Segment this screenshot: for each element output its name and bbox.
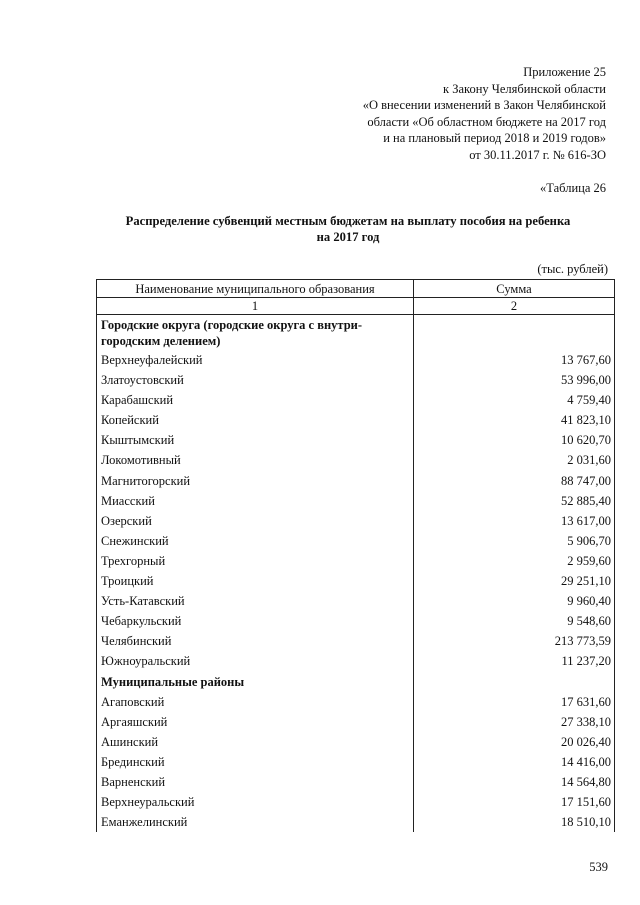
table-row bbox=[97, 430, 615, 450]
subsidy-table-wrap bbox=[96, 279, 614, 832]
municipality-name: Челябинский bbox=[97, 631, 414, 651]
municipality-name: Ашинский bbox=[97, 732, 414, 752]
municipality-sum: 10 620,70 bbox=[414, 430, 615, 450]
municipality-name: Южноуральский bbox=[97, 651, 414, 671]
appendix-header bbox=[363, 64, 606, 164]
column-number: 1 bbox=[97, 298, 414, 315]
municipality-sum: 14 564,80 bbox=[414, 772, 615, 792]
municipality-name: Аргаяшский bbox=[97, 712, 414, 732]
column-header-name: Наименование муниципального образования bbox=[97, 280, 414, 298]
municipality-sum: 13 617,00 bbox=[414, 511, 615, 531]
table-row bbox=[97, 350, 615, 370]
table-row bbox=[97, 450, 615, 470]
table-row bbox=[97, 692, 615, 712]
subsidy-table bbox=[96, 279, 615, 832]
group-title-line: Муниципальные районы bbox=[101, 674, 245, 689]
municipality-sum: 9 548,60 bbox=[414, 611, 615, 631]
document-title bbox=[88, 213, 608, 245]
municipality-sum: 4 759,40 bbox=[414, 390, 615, 410]
municipality-sum: 13 767,60 bbox=[414, 350, 615, 370]
municipality-name: Карабашский bbox=[97, 390, 414, 410]
unit-note: (тыс. рублей) bbox=[537, 262, 608, 276]
municipality-name: Верхнеуфалейский bbox=[97, 350, 414, 370]
municipality-sum: 11 237,20 bbox=[414, 651, 615, 671]
municipality-sum: 17 151,60 bbox=[414, 792, 615, 812]
municipality-name: Озерский bbox=[97, 511, 414, 531]
municipality-name: Миасский bbox=[97, 491, 414, 511]
table-row bbox=[97, 792, 615, 812]
municipality-name: Еманжелинский bbox=[97, 812, 414, 832]
group-sum-cell bbox=[414, 315, 615, 351]
municipality-sum: 17 631,60 bbox=[414, 692, 615, 712]
header-line: и на плановый период 2018 и 2019 годов» bbox=[383, 131, 606, 146]
municipality-name: Локомотивный bbox=[97, 450, 414, 470]
municipality-sum: 2 959,60 bbox=[414, 551, 615, 571]
municipality-sum: 29 251,10 bbox=[414, 571, 615, 591]
table-row bbox=[97, 631, 615, 651]
municipality-name: Верхнеуральский bbox=[97, 792, 414, 812]
column-number: 2 bbox=[414, 298, 615, 315]
municipality-sum: 2 031,60 bbox=[414, 450, 615, 470]
municipality-sum: 14 416,00 bbox=[414, 752, 615, 772]
column-number-row bbox=[97, 298, 615, 315]
municipality-name: Варненский bbox=[97, 772, 414, 792]
municipality-sum: 53 996,00 bbox=[414, 370, 615, 390]
table-row bbox=[97, 772, 615, 792]
municipality-name: Агаповский bbox=[97, 692, 414, 712]
table-row bbox=[97, 752, 615, 772]
table-row bbox=[97, 370, 615, 390]
municipality-sum: 41 823,10 bbox=[414, 410, 615, 430]
column-header-sum: Сумма bbox=[414, 280, 615, 298]
municipality-sum: 20 026,40 bbox=[414, 732, 615, 752]
header-line: Приложение 25 bbox=[523, 65, 606, 79]
municipality-name: Чебаркульский bbox=[97, 611, 414, 631]
header-line: от 30.11.2017 г. № 616-ЗО bbox=[469, 147, 606, 162]
table-group-row bbox=[97, 315, 615, 351]
group-title bbox=[97, 672, 414, 692]
table-body bbox=[97, 298, 615, 833]
municipality-name: Усть-Катавский bbox=[97, 591, 414, 611]
table-group-row bbox=[97, 672, 615, 692]
header-line: к Закону Челябинской области bbox=[443, 81, 606, 96]
title-line: Распределение субвенций местным бюджетам на выплату пособия на ребенка bbox=[125, 214, 571, 228]
municipality-name: Копейский bbox=[97, 410, 414, 430]
table-reference: «Таблица 26 bbox=[540, 181, 606, 195]
municipality-sum: 27 338,10 bbox=[414, 712, 615, 732]
table-row bbox=[97, 390, 615, 410]
table-row bbox=[97, 812, 615, 832]
table-row bbox=[97, 591, 615, 611]
header-line: области «Об областном бюджете на 2017 год bbox=[367, 114, 606, 129]
header-line: «О внесении изменений в Закон Челябинской bbox=[362, 98, 606, 113]
municipality-name: Магнитогорский bbox=[97, 471, 414, 491]
municipality-name: Златоустовский bbox=[97, 370, 414, 390]
table-row bbox=[97, 511, 615, 531]
group-title-line: Городские округа (городские округа с внутри- bbox=[101, 318, 363, 332]
municipality-sum: 213 773,59 bbox=[414, 631, 615, 651]
table-header-row bbox=[97, 280, 615, 298]
group-title bbox=[97, 315, 414, 351]
page-number: 539 bbox=[589, 860, 608, 874]
group-sum-cell bbox=[414, 672, 615, 692]
title-line: на 2017 год bbox=[316, 230, 380, 244]
municipality-name: Брединский bbox=[97, 752, 414, 772]
municipality-sum: 88 747,00 bbox=[414, 471, 615, 491]
table-row bbox=[97, 611, 615, 631]
table-row bbox=[97, 651, 615, 671]
municipality-name: Трехгорный bbox=[97, 551, 414, 571]
municipality-sum: 5 906,70 bbox=[414, 531, 615, 551]
table-row bbox=[97, 410, 615, 430]
table-row bbox=[97, 571, 615, 591]
municipality-name: Снежинский bbox=[97, 531, 414, 551]
table-row bbox=[97, 491, 615, 511]
municipality-sum: 52 885,40 bbox=[414, 491, 615, 511]
group-title-line: городским делением) bbox=[101, 334, 221, 348]
municipality-sum: 9 960,40 bbox=[414, 591, 615, 611]
municipality-name: Кыштымский bbox=[97, 430, 414, 450]
municipality-sum: 18 510,10 bbox=[414, 812, 615, 832]
table-row bbox=[97, 531, 615, 551]
table-row bbox=[97, 551, 615, 571]
table-row bbox=[97, 471, 615, 491]
municipality-name: Троицкий bbox=[97, 571, 414, 591]
table-row bbox=[97, 712, 615, 732]
table-row bbox=[97, 732, 615, 752]
